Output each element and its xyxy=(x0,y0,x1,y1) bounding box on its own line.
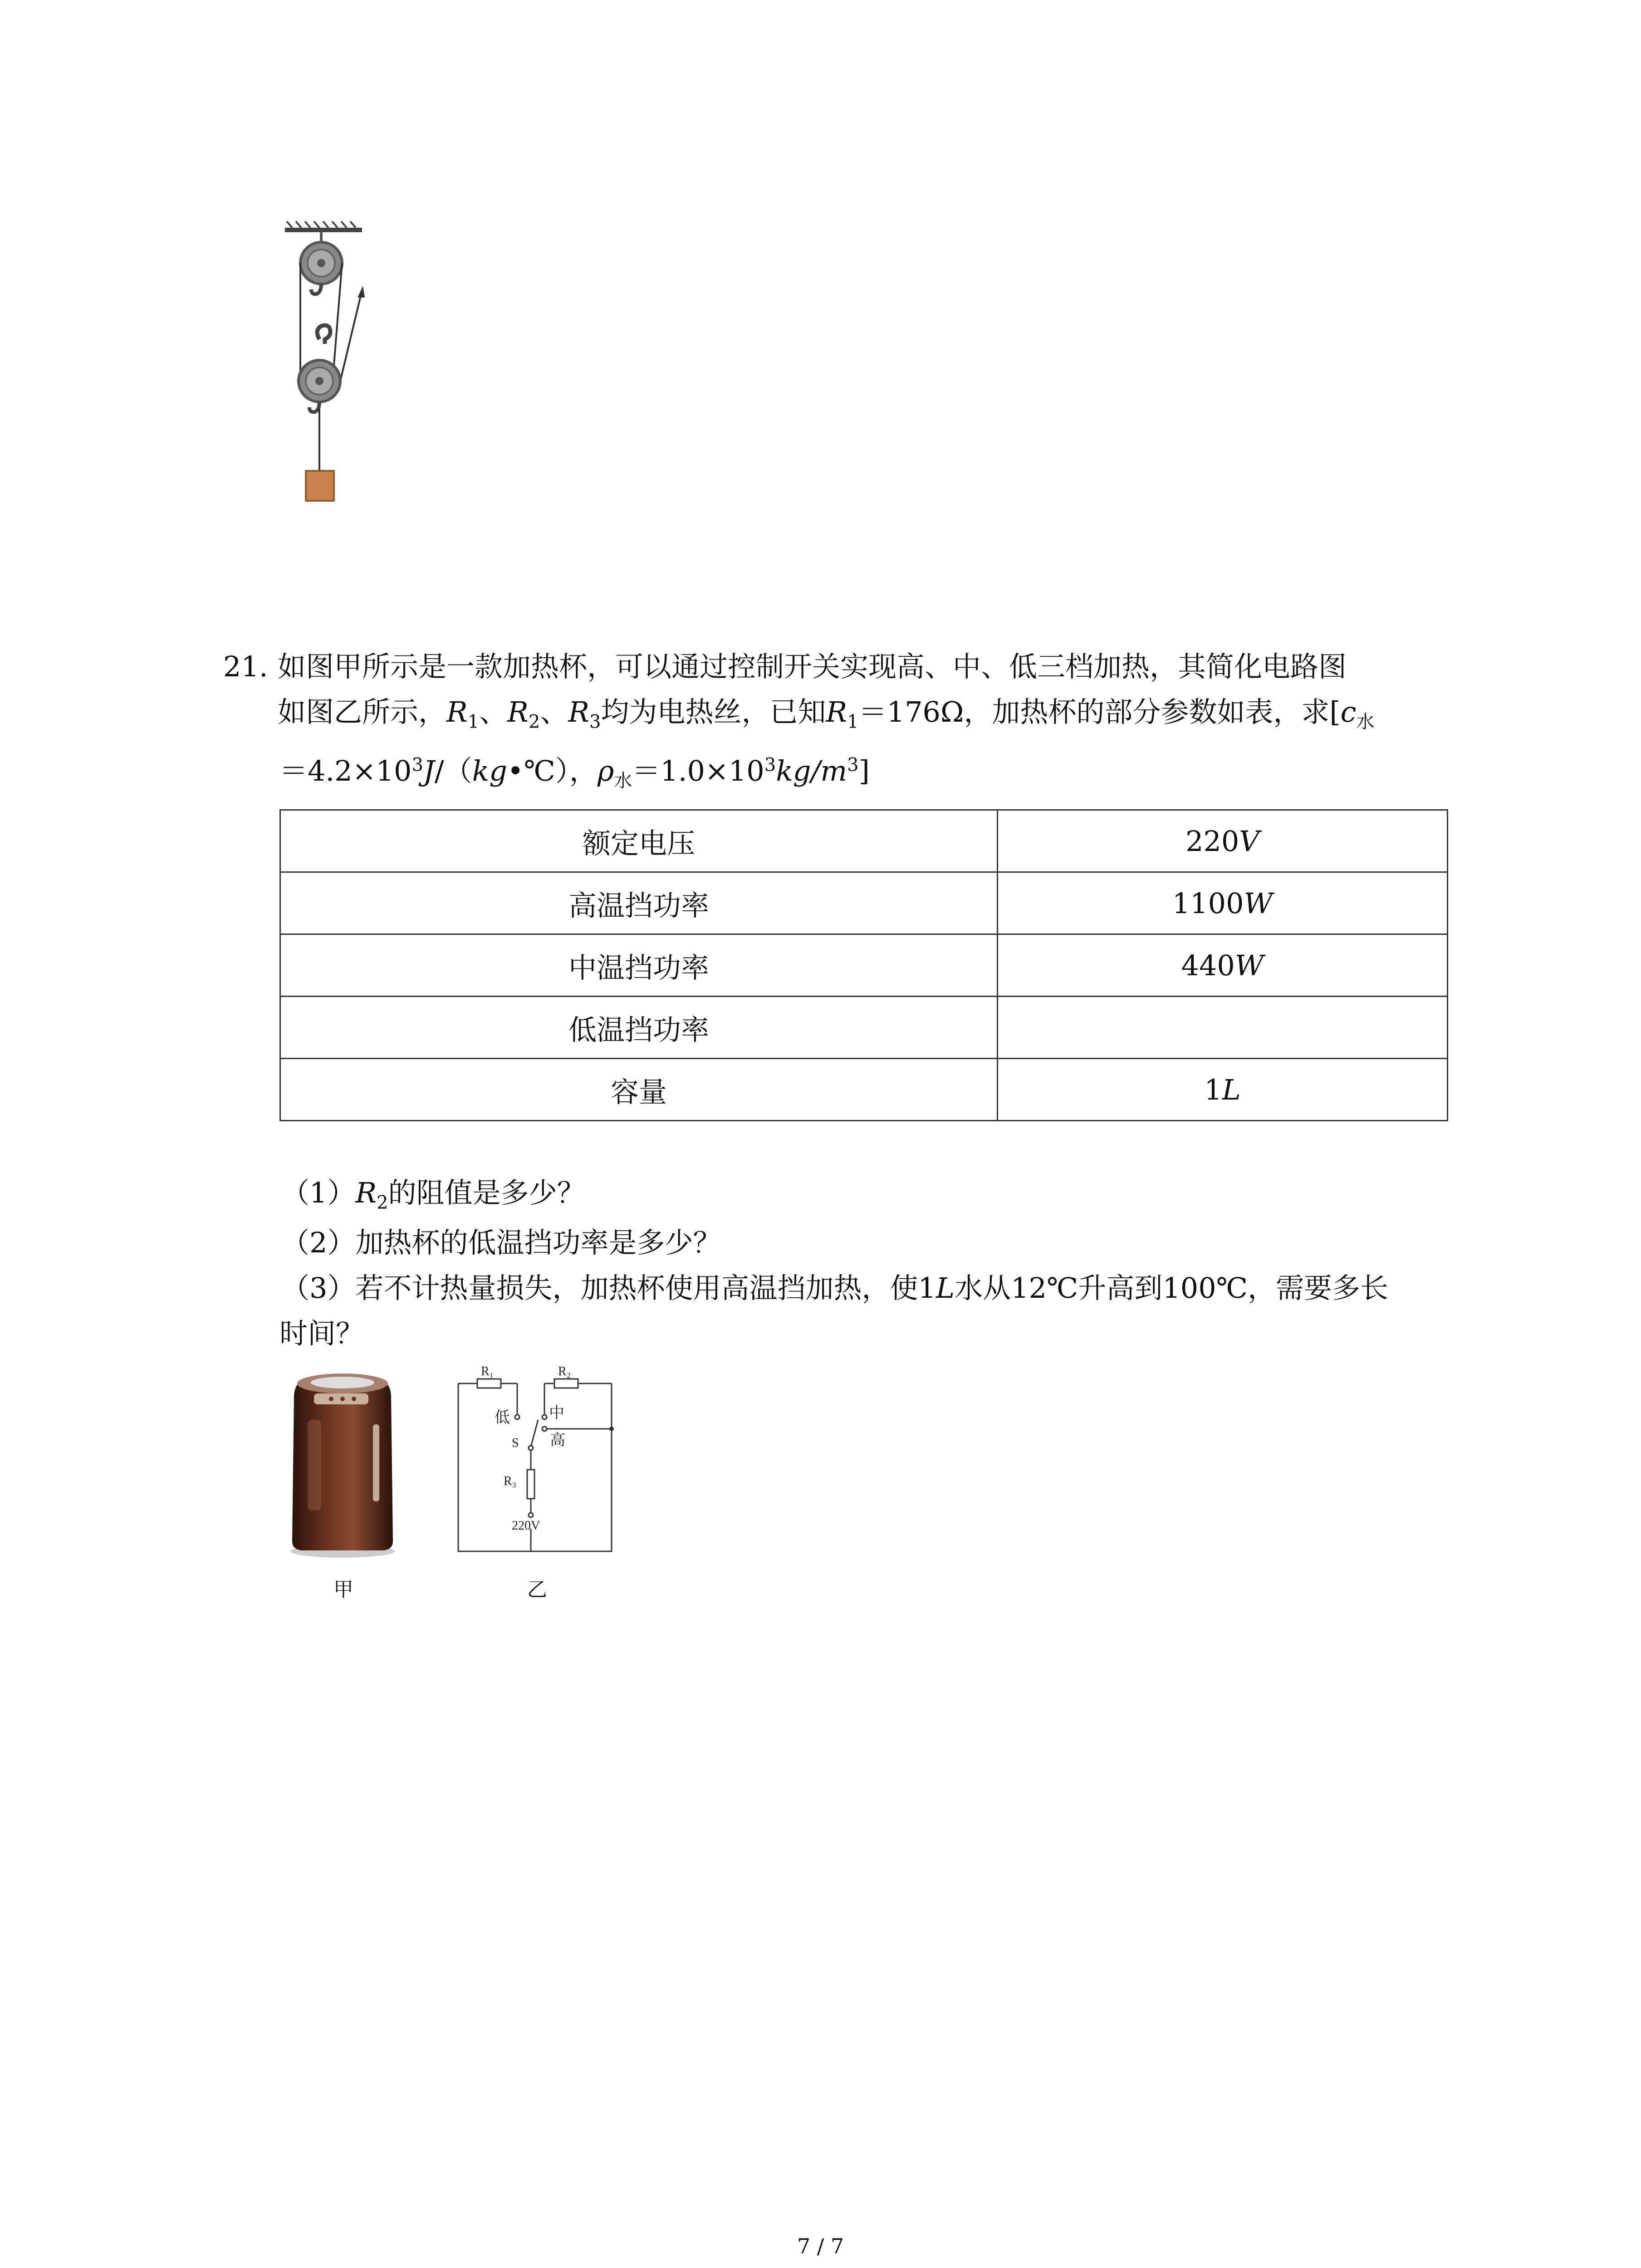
exponent: 3 xyxy=(847,754,859,776)
question-text-2a: 如图乙所示， xyxy=(278,695,447,728)
question-line-2 xyxy=(278,689,1374,735)
table-row xyxy=(280,872,1448,934)
parameters-table xyxy=(279,809,1448,1121)
table-row xyxy=(280,997,1448,1059)
unit-l: L xyxy=(936,1271,955,1305)
subq-text: 水从12℃升高到100℃，需要多长 xyxy=(955,1271,1389,1305)
constant-c-value: ＝4.2×10 xyxy=(279,754,412,787)
row-value: 440W xyxy=(998,934,1448,997)
row-value xyxy=(998,997,1448,1059)
symbol-r2-sub: 2 xyxy=(528,711,540,733)
row-label: 容量 xyxy=(280,1059,998,1121)
row-value: 1100W xyxy=(998,872,1448,934)
exponent: 3 xyxy=(411,754,423,776)
circuit-label-high: 高 xyxy=(550,1431,565,1449)
question-text-2b: 均为电热丝，已知 xyxy=(601,695,826,728)
separator: 、 xyxy=(479,695,508,728)
unit-text: /（ xyxy=(434,754,472,787)
symbol-rho-sub: 水 xyxy=(614,770,632,792)
symbol-r1: R xyxy=(826,695,847,728)
symbol-r3-sub: 3 xyxy=(589,711,601,733)
table-row xyxy=(280,1059,1448,1121)
symbol-r2: R xyxy=(507,695,529,728)
table-row xyxy=(280,934,1448,997)
exponent: 3 xyxy=(764,754,776,776)
question-number: 21. xyxy=(223,650,268,683)
subquestion-3-cont: 时间？ xyxy=(279,1317,364,1350)
symbol-r1-sub: 1 xyxy=(467,711,480,733)
row-label: 额定电压 xyxy=(280,810,998,872)
question-text-2c: ＝176Ω，加热杯的部分参数如表，求[ xyxy=(858,695,1341,728)
circuit-diagram xyxy=(449,1365,622,1565)
figure-caption-jia: 甲 xyxy=(333,1579,353,1601)
symbol-c: c xyxy=(1340,695,1357,728)
symbol-r2: R xyxy=(355,1176,377,1209)
constant-rho-value: ＝1.0×10 xyxy=(632,754,764,787)
symbol-r3: R xyxy=(568,695,590,728)
unit-j: J xyxy=(423,754,435,787)
row-value: 220V xyxy=(998,810,1448,872)
row-label: 中温挡功率 xyxy=(280,934,998,997)
circuit-label-switch: S xyxy=(512,1436,519,1450)
question-line-1 xyxy=(278,644,1347,689)
circuit-label-r3: R₃ xyxy=(504,1474,517,1488)
subq-text: （3）若不计热量损失，加热杯使用高温挡加热，使1 xyxy=(281,1271,936,1305)
question-line-3 xyxy=(279,748,870,794)
symbol-r2-sub: 2 xyxy=(377,1192,388,1213)
question-text-1: 如图甲所示是一款加热杯，可以通过控制开关实现高、中、低三档加热，其简化电路图 xyxy=(278,650,1347,683)
circuit-label-mid: 中 xyxy=(549,1404,564,1422)
heating-pot-image xyxy=(281,1365,404,1560)
row-label: 低温挡功率 xyxy=(280,997,998,1059)
circuit-label-voltage: 220V xyxy=(512,1519,540,1533)
symbol-c-sub: 水 xyxy=(1356,711,1375,733)
subquestion-3 xyxy=(281,1266,1388,1311)
row-value: 1L xyxy=(998,1059,1448,1121)
page-number: 7 / 7 xyxy=(797,2234,844,2258)
subquestion-1 xyxy=(281,1170,585,1216)
figure-caption-yi: 乙 xyxy=(527,1579,547,1601)
unit-text: •℃）， xyxy=(507,754,598,787)
unit-kg: kg xyxy=(472,754,507,787)
symbol-r1-sub: 1 xyxy=(847,711,859,733)
pulley-diagram xyxy=(272,218,377,508)
separator: 、 xyxy=(540,695,568,728)
circuit-label-r1: R₁ xyxy=(481,1365,494,1378)
subquestion-2: （2）加热杯的低温挡功率是多少？ xyxy=(281,1226,721,1259)
symbol-r1: R xyxy=(446,695,468,728)
subq-text: 的阻值是多少？ xyxy=(388,1176,585,1209)
bracket-close: ] xyxy=(858,754,870,787)
symbol-rho: ρ xyxy=(597,754,614,787)
row-label: 高温挡功率 xyxy=(280,872,998,934)
circuit-label-r2: R₂ xyxy=(558,1365,571,1378)
subq-prefix: （1） xyxy=(281,1176,356,1209)
circuit-label-low: 低 xyxy=(495,1408,510,1427)
unit-kgm: kg/m xyxy=(776,754,847,787)
table-row xyxy=(280,810,1448,872)
